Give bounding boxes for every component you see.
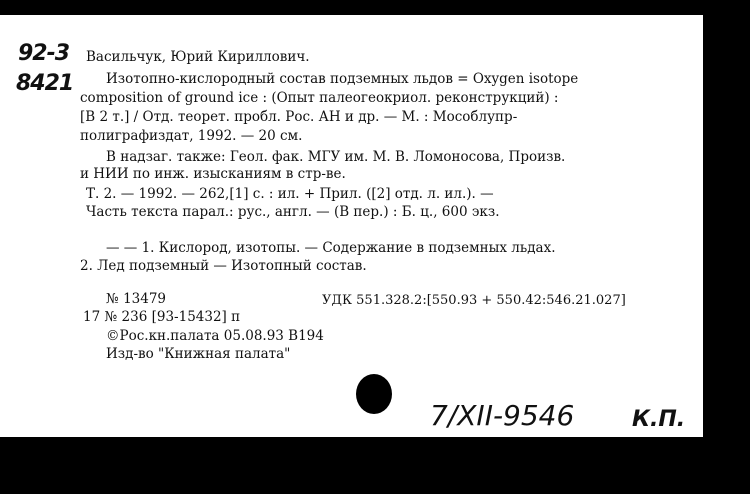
line-17: 17 № 236 [93-15432] п [83, 309, 241, 325]
shelf-mark-top: 92-3 [18, 41, 70, 66]
title-line: composition of ground ice : (Опыт палеогеокриол. реконструкций) : [80, 90, 559, 106]
record-number: № 13479 [106, 291, 167, 307]
title-line: полиграфиздат, 1992. — 20 см. [80, 128, 303, 144]
punch-hole [356, 374, 392, 414]
note-line: В надзаг. также: Геол. фак. МГУ им. М. В. Ломоносова, Произв. [106, 149, 566, 165]
copyright-line: ©Рос.кн.палата 05.08.93 В194 [106, 328, 324, 344]
shelf-mark-bottom: 8421 [16, 71, 74, 96]
handwritten-number: 7/XII-9546 [430, 399, 575, 432]
volume-line: Т. 2. — 1992. — 262,[1] с. : ил. + Прил. ([2] отд. л. ил.). — [86, 186, 494, 202]
subject-line: — — 1. Кислород, изотопы. — Содержание в подземных льдах. [106, 240, 556, 256]
publisher-line: Изд-во "Книжная палата" [106, 346, 291, 362]
subject-line: 2. Лед подземный — Изотопный состав. [80, 258, 367, 274]
handwritten-initials: К.П. [632, 407, 686, 432]
title-line: [В 2 т.] / Отд. теорет. пробл. Рос. АН и др. — М. : Мособлупр- [80, 109, 518, 125]
catalog-card [0, 15, 703, 437]
title-line: Изотопно-кислородный состав подземных льдов = Oxygen isotope [106, 71, 579, 87]
volume-line: Часть текста парал.: рус., англ. — (В пер.) : Б. ц., 600 экз. [86, 204, 500, 220]
note-line: и НИИ по инж. изысканиям в стр-ве. [80, 166, 346, 182]
author: Васильчук, Юрий Кириллович. [86, 49, 310, 65]
udc-code: УДК 551.328.2:[550.93 + 550.42:546.21.027] [322, 293, 626, 308]
